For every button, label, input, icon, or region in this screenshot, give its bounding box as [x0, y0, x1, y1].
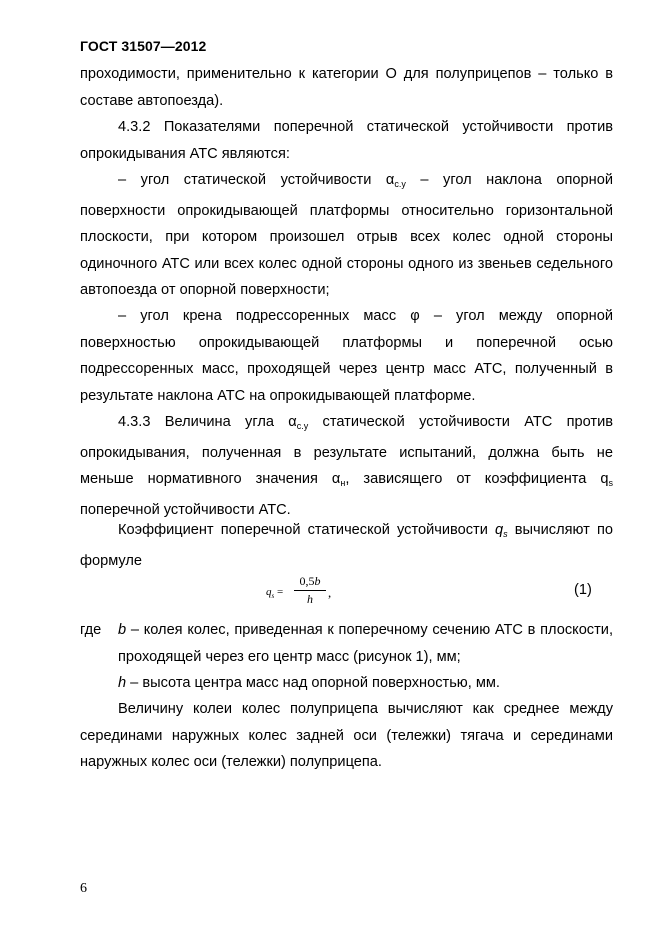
text-run: 4.3.3 Величина угла α [118, 414, 297, 430]
definition-h [118, 670, 613, 697]
subscript: с.у [296, 421, 309, 431]
subscript: s [608, 478, 613, 488]
paragraph-track-width: Величину колеи колес полуприцепа вычисляют как среднее между серединами наружных колес задней оси (тележки) тягача и серединами наружных колес оси (тележки) полуприцепа. [80, 701, 613, 770]
formula-numerator [294, 574, 326, 589]
text-run: вычисляют по формуле [80, 522, 613, 569]
text-run: – угол статической устойчивости α [118, 172, 395, 188]
variable: b [118, 622, 127, 638]
numerator-var: b [314, 574, 321, 588]
fraction-bar [294, 590, 326, 591]
standard-header: ГОСТ 31507—2012 [80, 38, 207, 54]
definition-b [118, 617, 613, 670]
numerator-coef: 0,5 [299, 574, 315, 588]
text-run: – высота центра масс над опорной поверхностью, мм. [126, 675, 500, 691]
subscript: s [503, 529, 508, 539]
formula-comma: , [328, 585, 332, 600]
text-run: – угол наклона опорной поверхности опрокидывающей платформы относительно горизонтальной плоскости, при котором произошел отрыв всех колес одной стороны одиночного АТС или всех колес одной стороны одного из звеньев седельного автопоезда от опорной поверхности; [80, 172, 613, 298]
subscript: н [340, 478, 346, 488]
paragraph-continuation: проходимости, применительно к категории О для полуприцепов – только в составе автопоезда). [80, 66, 613, 109]
paragraph-4-3-2: 4.3.2 Показателями поперечной статической устойчивости против опрокидывания АТС являются: [80, 119, 613, 162]
formula-lhs-sub: s [271, 592, 275, 600]
page-number: 6 [80, 881, 87, 896]
formula-lhs [266, 586, 283, 600]
paragraph-4-3-3 [80, 409, 613, 523]
text-run: статической устойчивости АТС против опрокидывания, полученная в результате испытаний, должна быть не меньше нормативного значения α [80, 414, 613, 487]
variable: h [118, 675, 127, 691]
text-run: – колея колес, приведенная к поперечному сечению АТС в плоскости, проходящей через его центр масс (рисунок 1), мм; [118, 622, 613, 665]
text-run: , зависящего от коэффициента q [345, 471, 609, 487]
formula-fraction [294, 574, 326, 607]
text-run: Коэффициент поперечной статической устойчивости [118, 522, 496, 538]
paragraph-static-stability-angle [80, 167, 613, 304]
variable: q [495, 522, 504, 538]
equation-number: (1) [574, 582, 592, 598]
text-run: поперечной устойчивости АТС. [80, 501, 291, 518]
formula-equals: = [274, 586, 284, 598]
where-label: где [80, 622, 102, 638]
paragraph-coefficient-intro [80, 517, 613, 574]
formula-lhs-var: q [266, 586, 272, 598]
paragraph-roll-angle: – угол крена подрессоренных масс φ – угол между опорной поверхностью опрокидывающей платформы и поперечной осью подрессоренных масс, проходящей через центр масс АТС, полученный в результате наклона АТС на опрокидывающей платформе. [80, 308, 613, 404]
subscript: с.у [394, 179, 406, 189]
formula-denominator: h [307, 592, 313, 606]
